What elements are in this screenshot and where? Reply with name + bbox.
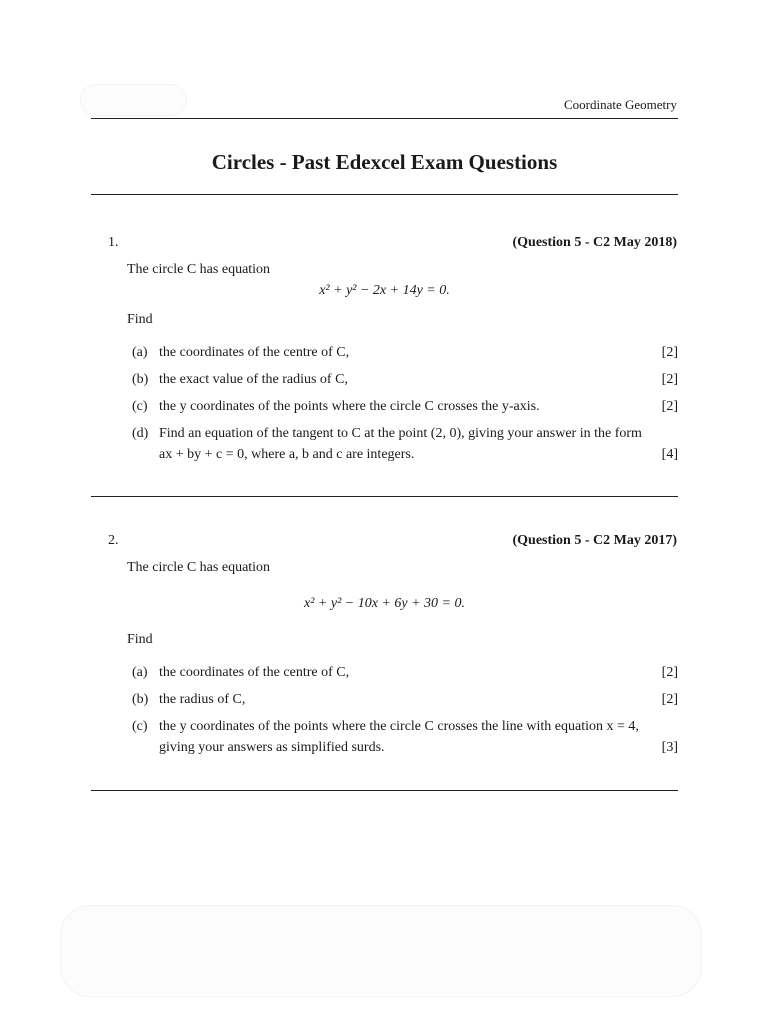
part-text: the coordinates of the centre of C, — [159, 345, 350, 360]
part-label: (b) — [132, 692, 149, 707]
question-part — [127, 716, 678, 758]
topic-header: Coordinate Geometry — [564, 97, 677, 112]
question-part — [127, 423, 678, 465]
question-part — [127, 342, 678, 363]
question-equation: x² + y² − 10x + 6y + 30 = 0. — [304, 596, 465, 611]
question-intro: The circle C has equation — [127, 560, 271, 575]
question-part — [127, 662, 678, 683]
part-marks: [2] — [661, 665, 678, 680]
part-marks: [3] — [661, 740, 678, 755]
question-equation: x² + y² − 2x + 14y = 0. — [319, 283, 450, 298]
question-number: 1. — [108, 235, 119, 250]
part-text: the radius of C, — [159, 692, 246, 707]
part-marks: [2] — [661, 399, 678, 414]
part-marks: [2] — [661, 692, 678, 707]
part-marks: [4] — [661, 447, 678, 462]
part-label: (c) — [132, 399, 148, 414]
page-title: Circles - Past Edexcel Exam Questions — [211, 150, 558, 174]
part-text: the y coordinates of the points where the circle C crosses the y-axis. — [159, 399, 540, 414]
part-label: (a) — [132, 345, 148, 360]
section-rule — [91, 790, 678, 791]
faint-footer-watermark — [60, 905, 702, 997]
faint-logo-watermark — [80, 84, 187, 116]
part-text: the exact value of the radius of C, — [159, 372, 348, 387]
part-marks: [2] — [661, 345, 678, 360]
part-marks: [2] — [661, 372, 678, 387]
question-part — [127, 689, 678, 710]
question-part — [127, 396, 678, 417]
part-label: (b) — [132, 372, 149, 387]
question-intro: The circle C has equation — [127, 262, 271, 277]
part-label: (d) — [132, 426, 149, 441]
part-label: (a) — [132, 665, 148, 680]
part-text: the y coordinates of the points where the circle C crosses the line with equation x = 4, giving your answers as simplified surds. — [159, 719, 639, 755]
part-text: the coordinates of the centre of C, — [159, 665, 350, 680]
question-source: (Question 5 - C2 May 2018) — [512, 235, 677, 250]
part-text: Find an equation of the tangent to C at the point (2, 0), giving your answer in the form ax + by + c = 0, where a, b and c are integers. — [159, 426, 642, 462]
question-number: 2. — [108, 533, 119, 548]
question-part — [127, 369, 678, 390]
title-rule — [91, 194, 678, 195]
find-label: Find — [127, 632, 153, 647]
header-rule — [91, 118, 678, 119]
question-source: (Question 5 - C2 May 2017) — [512, 533, 677, 548]
section-rule — [91, 496, 678, 497]
find-label: Find — [127, 312, 153, 327]
part-label: (c) — [132, 719, 148, 734]
